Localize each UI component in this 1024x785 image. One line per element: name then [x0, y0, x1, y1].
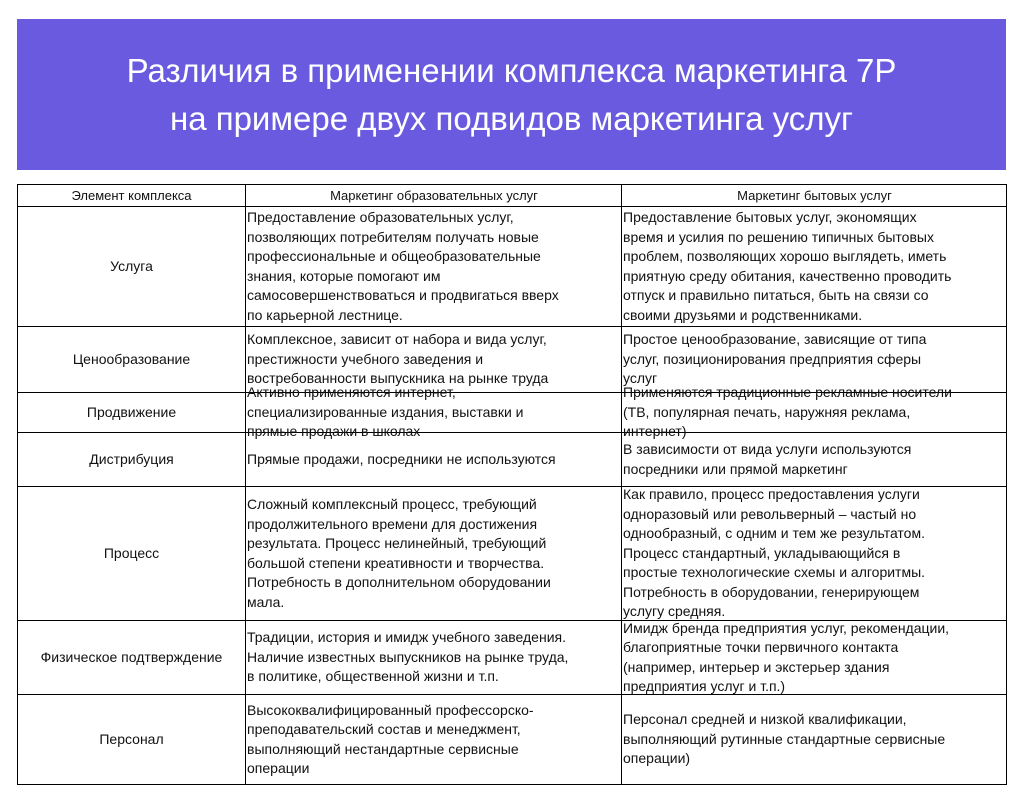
cell-element: Физическое подтверждение [18, 621, 246, 694]
table-header-row [18, 185, 1006, 207]
table-row-usluga [18, 207, 1006, 327]
cell-text-line: в политике, общественной жизни и т.п. [247, 668, 499, 685]
cell-education [246, 207, 622, 326]
cell-text-line: Прямые продажи, посредники не используются [247, 450, 556, 467]
cell-text-line: своими друзьями и родственниками. [623, 306, 863, 323]
cell-text-line: одноразовый или револьверный – частый но [623, 505, 917, 522]
cell-education [246, 487, 622, 620]
cell-text-line: Активно применяются интернет, [247, 384, 456, 401]
cell-text-line: знания, которые помогают им [247, 267, 441, 284]
cell-text-line: выполняющий рутинные стандартные сервисные [623, 730, 946, 747]
cell-text-line: Предоставление бытовых услуг, экономящих [623, 209, 917, 225]
cell-text-line: проблем, позволяющих хорошо выглядеть, иметь [623, 248, 947, 264]
cell-text-line: специализированные издания, выставки и [247, 403, 524, 420]
cell-element: Дистрибуция [18, 433, 246, 486]
cell-text-line: (ТВ, популярная печать, наружняя реклама, [623, 403, 911, 420]
cell-text-line: самосовершенствоваться и продвигаться вверх [247, 287, 559, 303]
cell-text-line: услуг [623, 370, 658, 387]
cell-text-line: по карьерной лестнице. [247, 306, 403, 323]
cell-text-line: Наличие известных выпускников на рынке труда, [247, 648, 569, 665]
cell-text-line: Персонал средней и низкой квалификации, [623, 711, 907, 728]
cell-text-line: результата. Процесс нелинейный, требующий [247, 535, 547, 551]
cell-household [622, 327, 1006, 392]
cell-text-line: Простое ценообразование, зависящие от типа [623, 331, 927, 348]
cell-text-line: Имидж бренда предприятия услуг, рекомендации, [623, 619, 950, 636]
cell-text-line: операции [247, 760, 310, 776]
cell-text-line: Предоставление образовательных услуг, [247, 209, 514, 225]
table-row-physical [18, 621, 1006, 695]
cell-education [246, 433, 622, 486]
cell-element: Процесс [18, 487, 246, 620]
cell-text-line: востребованности выпускника на рынке труда [247, 370, 549, 387]
table-row-distrib [18, 433, 1006, 487]
cell-text-line: простые технологические схемы и алгоритмы. [623, 564, 926, 581]
cell-household [622, 384, 1006, 440]
cell-element: Продвижение [18, 393, 246, 432]
cell-text-line: (например, интерьер и экстерьер здания [623, 658, 890, 675]
cell-text-line: Комплексное, зависит от набора и вида услуг, [247, 331, 547, 348]
cell-text-line: большой степени креативности и творчества. [247, 554, 545, 571]
header-household-marketing: Маркетинг бытовых услуг [737, 187, 892, 203]
cell-text-line: профессиональные и общеобразовательные [247, 248, 541, 264]
cell-text-line: услуг, позиционирования предприятия сферы [623, 350, 922, 367]
cell-text-line: позволяющих потребителям получать новые [247, 228, 539, 245]
cell-household [622, 621, 1006, 694]
cell-text-line: операции) [623, 750, 691, 767]
table-row-process [18, 487, 1006, 621]
comparison-table [17, 184, 1007, 785]
slide-title-banner [17, 19, 1006, 170]
cell-text-line: однообразный, с одним и тем же результатом. [623, 525, 925, 542]
cell-text-line: приятную среду обитания, качественно проводить [623, 267, 952, 284]
cell-household [622, 433, 1006, 486]
table-row-promo [18, 384, 1006, 440]
cell-text-line: выполняющий нестандартные сервисные [247, 740, 519, 757]
cell-element: Услуга [18, 207, 246, 326]
cell-text-line: посредники или прямой маркетинг [623, 460, 848, 477]
cell-text-line: Применяются традиционные рекламные носители [623, 384, 952, 401]
header-education-marketing: Маркетинг образовательных услуг [246, 185, 622, 206]
cell-education [246, 621, 622, 694]
cell-text-line: отпуск и правильно питаться, быть на связи со [623, 287, 929, 303]
cell-text-line: интернет) [623, 423, 687, 440]
slide-title-line-1: Различия в применении комплекса маркетинга 7Р [126, 51, 897, 89]
cell-element: Ценообразование [18, 327, 246, 392]
cell-text-line: Высококвалифицированный профессорско- [247, 701, 534, 718]
cell-household [622, 487, 1006, 620]
cell-education [246, 695, 622, 784]
slide-title-line-2: на примере двух подвидов маркетинга услуг [169, 99, 854, 137]
cell-text-line: время и усилия по решению типичных бытовых [623, 228, 934, 245]
header-element: Элемент комплекса [18, 185, 246, 206]
cell-text-line: предприятия услуг и т.п.) [623, 678, 786, 694]
cell-household [622, 695, 1006, 784]
cell-text-line: мала. [247, 593, 285, 610]
cell-text-line: благоприятные точки первичного контакта [623, 639, 899, 655]
cell-text-line: прямые продажи в школах [247, 423, 421, 440]
cell-text-line: продолжительного времени для достижения [247, 515, 538, 532]
cell-education [246, 384, 622, 440]
cell-text-line: Процесс стандартный, укладывающийся в [623, 544, 901, 561]
cell-text-line: Традиции, история и имидж учебного заведения. [247, 629, 566, 646]
cell-element: Персонал [18, 695, 246, 784]
cell-education [246, 327, 622, 392]
cell-text-line: Как правило, процесс предоставления услуги [623, 486, 920, 503]
table-row-personnel [18, 695, 1006, 785]
cell-household [622, 207, 1006, 326]
cell-text-line: В зависимости от вида услуги используются [623, 441, 912, 457]
cell-text-line: Потребность в оборудовании, генерирующем [623, 583, 920, 600]
cell-text-line: преподавательский состав и менеджмент, [247, 721, 521, 737]
cell-text-line: престижности учебного заведения и [247, 350, 484, 367]
cell-text-line: Потребность в дополнительном оборудовании [247, 574, 551, 590]
cell-text-line: услугу средняя. [623, 603, 726, 620]
cell-text-line: Сложный комплексный процесс, требующий [247, 496, 537, 512]
